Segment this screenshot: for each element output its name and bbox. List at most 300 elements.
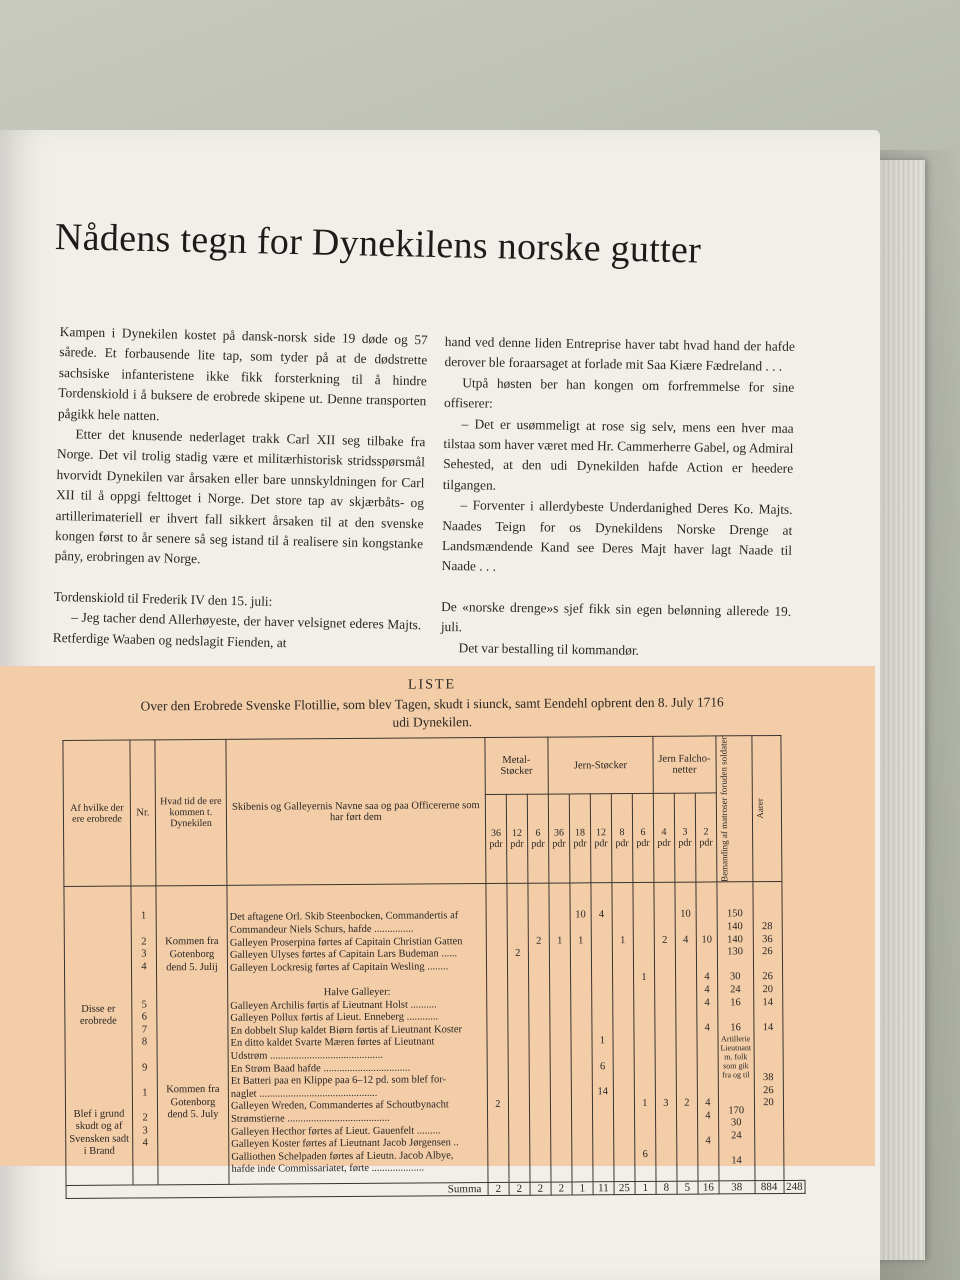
gun-count: [574, 1149, 590, 1162]
gun-count: [595, 1073, 611, 1086]
gun-count: 1: [642, 1098, 648, 1110]
ship-number: 7: [141, 1024, 148, 1036]
ship-name-line: Udstrøm ...........................................: [230, 1049, 383, 1062]
gun-count: [489, 986, 505, 999]
gun-count: [509, 910, 525, 923]
time-column: [156, 886, 229, 1185]
crew-count: 24: [730, 984, 741, 996]
gun-count: [699, 1010, 715, 1023]
ship-name-line: Galleyen Archilis førtis af Lieutnant Holst ..........: [230, 999, 437, 1012]
gun-count: [679, 1161, 695, 1174]
gun-count-column: [549, 883, 572, 1182]
gun-count: [553, 1099, 569, 1112]
gun-count: [531, 923, 547, 936]
gun-count: 4: [704, 984, 710, 996]
gun-count: [532, 1074, 548, 1087]
gun-count: [574, 1111, 590, 1124]
gun-count: [511, 1087, 527, 1100]
gun-count: 2: [662, 934, 668, 946]
gun-count: [594, 1010, 610, 1023]
summa-value: 884: [755, 1181, 784, 1194]
gun-count: [700, 1161, 716, 1174]
gun-size-header: 4 pdr: [653, 793, 675, 883]
gun-count: [489, 923, 505, 936]
nr-column: [131, 886, 158, 1185]
crew-count: 30: [729, 971, 741, 983]
gun-count: [510, 923, 526, 936]
gun-count: [615, 960, 631, 973]
gun-count: [594, 922, 610, 935]
gun-count: [532, 1149, 548, 1162]
gun-count: [636, 1010, 652, 1023]
gun-count: [699, 959, 715, 972]
gun-count: 4: [705, 1135, 711, 1147]
ship-name-line: En dobbelt Slup kaldet Biørn førtis af Lieutnant Koster: [230, 1024, 463, 1037]
ship-name-line: Galleyen Lockresig førtes af Capitain Wesling ........: [229, 961, 449, 974]
ship-number: 3: [141, 948, 147, 960]
gun-count: [656, 909, 672, 922]
gun-count-column: [675, 883, 698, 1182]
gun-count: 10: [680, 909, 691, 921]
gun-count: [700, 1085, 716, 1098]
gun-count: [678, 959, 694, 972]
ship-name-line: Galleyen Proserpina førtes af Capitain Christian Gatten: [229, 935, 463, 949]
gun-count: [531, 998, 547, 1011]
gun-count: 1: [578, 935, 584, 947]
gun-count: [489, 948, 505, 961]
gun-count: [574, 1099, 590, 1112]
gun-count: [699, 947, 715, 960]
gun-count: [532, 1162, 548, 1175]
gun-count: [531, 948, 547, 961]
gun-count: 1: [641, 972, 647, 984]
gun-count: [636, 935, 652, 948]
list-subtitle-line2: udi Dynekilen.: [392, 714, 473, 730]
gun-count: [531, 1036, 547, 1049]
gun-count: [658, 1136, 674, 1149]
gun-count: [553, 1074, 569, 1087]
gun-count: [614, 909, 630, 922]
gun-count: [679, 1111, 695, 1124]
gun-count: [678, 997, 694, 1010]
gun-count: [700, 1123, 716, 1136]
gun-count: [700, 1148, 716, 1161]
gun-count: [636, 960, 652, 973]
gun-count: [489, 1024, 505, 1037]
gun-count: [678, 947, 694, 960]
gun-count: [511, 1137, 527, 1150]
list-subtitle: [62, 693, 802, 734]
left_column-paragraph: Tordenskiold til Frederik IV den 15. juli:: [53, 588, 273, 609]
gun-count: 1: [557, 935, 563, 947]
gun-count: [489, 1036, 505, 1049]
gun-count: [595, 1124, 611, 1137]
oars-count: 20: [763, 1097, 774, 1109]
right_column-paragraph: Utpå høsten ber han kongen om forfremmelse for sine offiserer:: [443, 375, 795, 411]
gun-count: [573, 973, 589, 986]
gun-count: [511, 1099, 527, 1112]
oars-count: 36: [762, 933, 773, 945]
gun-count: [657, 997, 673, 1010]
gun-count: [678, 1022, 694, 1035]
oars-count: [757, 1123, 781, 1136]
ship-number: 8: [141, 1036, 148, 1048]
oars-count: [757, 1135, 781, 1148]
gun-count: [573, 1048, 589, 1061]
gun-count: [679, 1123, 695, 1136]
gun-count: [511, 1074, 527, 1087]
gun-count: [636, 947, 652, 960]
ship-number: [135, 1049, 155, 1062]
gun-count: [489, 973, 505, 986]
gun-count: [657, 947, 673, 960]
ship-name-line: Galleyen Koster førtes af Lieutnant Jacob Jørgensen ..: [231, 1137, 459, 1150]
gun-size-header: 8 pdr: [611, 794, 633, 884]
header-aarer-text: Aarer: [754, 798, 765, 820]
oars-count: 14: [762, 996, 774, 1008]
oars-count: [755, 959, 779, 972]
gun-count: [615, 1048, 631, 1061]
crew-count: [721, 1080, 752, 1093]
gun-count: [594, 985, 610, 998]
gun-count: [699, 921, 715, 934]
gun-count: [637, 1136, 653, 1149]
oars-count: [757, 1110, 781, 1123]
gun-count: [552, 1036, 568, 1049]
gun-count: [637, 1161, 653, 1174]
gun-count: [678, 1048, 694, 1061]
gun-count: [595, 1162, 611, 1175]
gun-count: [573, 1036, 589, 1049]
gun-count: [552, 1011, 568, 1024]
summa-value: 25: [614, 1182, 635, 1195]
gun-count: [615, 1035, 631, 1048]
gun-count: [616, 1149, 632, 1162]
header-bemanding: [716, 736, 753, 883]
crew-count: 170: [728, 1104, 745, 1116]
right_column-paragraph: Det var bestalling til kommandør.: [458, 639, 640, 658]
gun-count: [490, 1137, 506, 1150]
gun-size-header: 2 pdr: [695, 793, 717, 883]
gun-size-header: 3 pdr: [674, 793, 696, 883]
oars-count: [756, 1047, 780, 1060]
gun-count: [658, 1123, 674, 1136]
oars-count: 26: [763, 1084, 774, 1096]
crew-count: [721, 1143, 752, 1156]
gun-count: [594, 960, 610, 973]
gun-count: [658, 1086, 674, 1099]
gun-count: [594, 935, 610, 948]
oars-count: 14: [762, 1021, 774, 1033]
gun-count: [700, 1073, 716, 1086]
gun-count: [511, 1061, 527, 1074]
time-arrival-1: Kommen fra Gotenborg dend 5. Julij: [165, 936, 219, 973]
gun-count: [636, 1048, 652, 1061]
left_column-paragraph: Etter det knusende nederlaget trakk Carl XII seg tilbake fra Norge. Det vil trolig stadig være et militærhistorisk stridsspørsmål hvorvidt Dynekilen var årsaken eller bare unnskyldningen for Carl XII til å oppgi felttoget i Norge. Det store tap av skjærbåts- og artillerimateriell er ihvert fall sikkert årsaken til at den svenske kongen først to år senere så seg istand til å realisere sin kongstanke påny, erobringen av Norge.: [54, 426, 426, 567]
header-time: Hvad tid de ere kommen t. Dynekilen: [155, 739, 227, 886]
oars-count: 38: [763, 1072, 774, 1084]
oars-column: [752, 882, 783, 1181]
crew-column: [717, 882, 755, 1181]
gun-count-column: [528, 884, 551, 1183]
gun-count-column: [507, 884, 530, 1183]
gun-count-column: [570, 883, 593, 1182]
gun-count: [552, 923, 568, 936]
ship-number: [134, 986, 154, 999]
summa-value: 1: [572, 1182, 593, 1195]
gun-count: [594, 973, 610, 986]
summa-value: 11: [593, 1182, 614, 1195]
gun-count: [552, 1023, 568, 1036]
gun-count: [657, 972, 673, 985]
gun-count: [615, 1010, 631, 1023]
gun-count: [490, 1162, 506, 1175]
gun-count: [678, 922, 694, 935]
gun-count: [532, 1112, 548, 1125]
gun-count: [616, 1061, 632, 1074]
gun-count-column: [696, 882, 719, 1181]
gun-count: 4: [704, 997, 710, 1009]
ship-number: 9: [142, 1061, 148, 1074]
left-column: [53, 322, 428, 656]
gun-count: [573, 922, 589, 935]
right_column-paragraph: De «norske drenge»s sjef fikk sin egen belønning allerede 19. juli.: [440, 598, 792, 635]
gun-count: [658, 1161, 674, 1174]
gun-count-column: [612, 883, 635, 1182]
header-nr: Nr.: [130, 740, 156, 887]
gun-count: [594, 1023, 610, 1036]
gun-count: 4: [705, 1097, 711, 1109]
ship-number: 1: [140, 910, 147, 922]
oars-count: 26: [762, 971, 773, 983]
ship-number: 2: [141, 936, 147, 948]
ship-number: [135, 1100, 155, 1113]
ship-number: [134, 923, 154, 936]
ship-name-line: Strømstierne .......................................: [231, 1112, 390, 1125]
gun-count: 4: [683, 934, 689, 946]
gun-count: [510, 1011, 526, 1024]
gun-count: 2: [495, 1099, 501, 1111]
ship-number: 3: [142, 1124, 148, 1136]
ship-number: 6: [141, 1011, 148, 1023]
gun-count: [574, 1162, 590, 1175]
ship-name-line: hafde inde Commissariatet, førte ....................: [231, 1162, 425, 1176]
ship-name-line: Galleyen Pollux førtis af Lieut. Enneberg ............: [230, 1011, 439, 1025]
gun-count: [616, 1161, 632, 1174]
crew-count: [720, 959, 751, 972]
ship-name-line: Et Batteri paa en Klippe paa 6–12 pd. som blef for-: [230, 1074, 447, 1088]
gun-count: [531, 1023, 547, 1036]
gun-count: [490, 1150, 506, 1163]
header-metal: Metal-Støcker: [485, 737, 548, 794]
summa-value: 248: [784, 1180, 806, 1193]
gun-count: 6: [642, 1148, 648, 1160]
crew-count: 16: [730, 1022, 741, 1034]
gun-count: 3: [663, 1098, 669, 1110]
gun-count: [573, 1023, 589, 1036]
gun-count: [553, 1162, 569, 1175]
header-bemanding-text: Bemanding af matroser foruden soldater: [718, 736, 730, 882]
right_column-paragraph: hand ved denne liden Entreprise haver tabt hvad hand der hafde derover ble foraarsaget at forlade mit Saa Kiære Fædreland . . .: [444, 333, 795, 375]
gun-count: [698, 909, 714, 922]
gun-count: [553, 1086, 569, 1099]
summa-value: 8: [656, 1181, 677, 1194]
gun-count: [553, 1149, 569, 1162]
gun-count: [488, 910, 504, 923]
gun-count: [489, 1011, 505, 1024]
gun-count: 10: [701, 934, 712, 946]
gun-count: [574, 1124, 590, 1137]
summa-label: Summa: [66, 1183, 488, 1199]
right_column-paragraph: – Forventer i allerdybeste Underdanighed Deres Ko. Majts. Naades Teign for os Dynekildens Norske Drenge at Landsmændende Kand see Deres Majt haver lagt Naade til Naade . . .: [441, 497, 793, 575]
gun-count: 1: [620, 934, 626, 946]
gun-count: [616, 1086, 632, 1099]
group-column: [64, 886, 133, 1185]
gun-count: [489, 999, 505, 1012]
gun-count: [594, 998, 610, 1011]
gun-count: [657, 960, 673, 973]
oars-count: [756, 1034, 780, 1047]
gun-count: [552, 985, 568, 998]
gun-count: [489, 1049, 505, 1062]
ship-name-line: Halve Galleyer:: [323, 986, 391, 999]
gun-count: [615, 998, 631, 1011]
gun-count: [616, 1136, 632, 1149]
gun-count: [511, 1124, 527, 1137]
oars-count: 26: [762, 946, 773, 958]
ship-name-line: En Strøm Baad hafde .................................: [230, 1062, 411, 1075]
crew-count: 30: [730, 1117, 742, 1129]
group-captured: Disse er erobrede: [79, 1003, 117, 1027]
gun-count: [679, 1136, 695, 1149]
ship-number: 4: [141, 961, 147, 973]
gun-count: 6: [599, 1060, 606, 1072]
gun-count: [573, 985, 589, 998]
ship-name-line: Galleyen Hecthor førtes af Lieut. Gauenfelt .........: [231, 1124, 441, 1138]
gun-count: 10: [575, 909, 586, 921]
ship-number: 4: [142, 1137, 148, 1149]
gun-count: [489, 936, 505, 949]
gun-count: [552, 973, 568, 986]
gun-count: [678, 1010, 694, 1023]
gun-count: [615, 947, 631, 960]
oars-count: 20: [762, 984, 773, 996]
gun-count: [595, 1136, 611, 1149]
gun-count: [489, 961, 505, 974]
gun-count: [553, 1137, 569, 1150]
gun-count: [616, 1111, 632, 1124]
gun-size-header: 36 pdr: [548, 794, 570, 884]
gun-count: [510, 1036, 526, 1049]
right_column-paragraph: – Det er usømmeligt at rose sig selv, mens een hver maa tilstaa som haver været med Hr. Cammerherre Gabel, og Admiral Sehested, at den udi Dynekilden hafde Action er heedere tilgangen.: [442, 415, 794, 493]
crew-count: 140: [726, 921, 743, 933]
gun-count: [490, 1061, 506, 1074]
gun-count: [657, 1010, 673, 1023]
gun-count: [637, 1123, 653, 1136]
gun-count-column: [654, 883, 677, 1182]
gun-count: [658, 1073, 674, 1086]
oars-count: 28: [761, 921, 773, 933]
gun-count: [678, 1035, 694, 1048]
gun-count: [490, 1124, 506, 1137]
header-aarer: [751, 735, 781, 882]
crew-count: Artillerie Lieutnant m. folk som gik fra og til: [720, 1034, 752, 1080]
gun-count: [637, 1073, 653, 1086]
gun-count: [636, 997, 652, 1010]
ship-name-line: Det aftagene Orl. Skib Steenbocken, Commandertis af: [229, 910, 459, 924]
gun-count: 14: [597, 1085, 609, 1098]
gun-count: [510, 1049, 526, 1062]
gun-count: 2: [515, 948, 521, 960]
header-names: Skibenis og Galleyernis Navne saa og paa Officererne som har ført dem: [226, 738, 486, 886]
ship-number: 5: [141, 999, 147, 1011]
summa-value: 16: [698, 1181, 719, 1194]
oars-count: [756, 1009, 780, 1022]
gun-count: [532, 1086, 548, 1099]
crew-count: 16: [730, 996, 741, 1008]
gun-count: [490, 1074, 506, 1087]
gun-count: [510, 973, 526, 986]
summa-value: 5: [677, 1181, 698, 1194]
gun-count: [679, 1060, 695, 1073]
summa-value: 2: [488, 1183, 509, 1196]
gun-count: [594, 947, 610, 960]
gun-count: [511, 1149, 527, 1162]
gun-count: [637, 1086, 653, 1099]
gun-count: [637, 1111, 653, 1124]
ship-name-line: En ditto kaldet Svarte Mæren førtes af Lieutnant: [230, 1036, 435, 1050]
summa-value: 2: [551, 1182, 572, 1195]
group-sunk: Blef i grund skudt og af Svensken sadt i Brand: [69, 1108, 130, 1158]
gun-count: [553, 1061, 569, 1074]
gun-count: [616, 1073, 632, 1086]
gun-count: [636, 1023, 652, 1036]
gun-count: [679, 1073, 695, 1086]
gun-count: [615, 972, 631, 985]
gun-size-header: 12 pdr: [590, 794, 612, 884]
gun-count: [573, 948, 589, 961]
gun-count: [616, 1098, 632, 1111]
gun-count: [532, 1099, 548, 1112]
gun-count: [552, 998, 568, 1011]
gun-count: [510, 998, 526, 1011]
gun-size-header: 12 pdr: [506, 794, 528, 884]
gun-count: [700, 1060, 716, 1073]
gun-count: 2: [684, 1097, 690, 1110]
gun-count: [658, 1148, 674, 1161]
gun-count: 4: [705, 1110, 711, 1122]
gun-count: [552, 948, 568, 961]
gun-count: [635, 909, 651, 922]
flotilla-list: [62, 675, 806, 1199]
gun-count: [636, 922, 652, 935]
gun-count: [553, 1124, 569, 1137]
gun-count: 4: [704, 1022, 710, 1034]
ship-name-line: Galleyen Wreden, Commandertes af Schoutbynacht: [230, 1099, 449, 1113]
gun-count: [678, 985, 694, 998]
gun-count: [531, 960, 547, 973]
gun-count: [573, 960, 589, 973]
ship-number: 2: [142, 1112, 148, 1124]
crew-count: 14: [731, 1155, 742, 1167]
gun-count: [530, 910, 546, 923]
gun-count: [531, 1011, 547, 1024]
ship-number: 1: [142, 1087, 148, 1099]
ships-column: [227, 884, 488, 1184]
gun-count: [573, 1011, 589, 1024]
left_column-paragraph: – Jeg tacher dend Allerhøyeste, der haver velsignet ederes Majts. Retferdige Waaben og nedslagit Fienden, at: [52, 609, 422, 650]
gun-count: [657, 1035, 673, 1048]
